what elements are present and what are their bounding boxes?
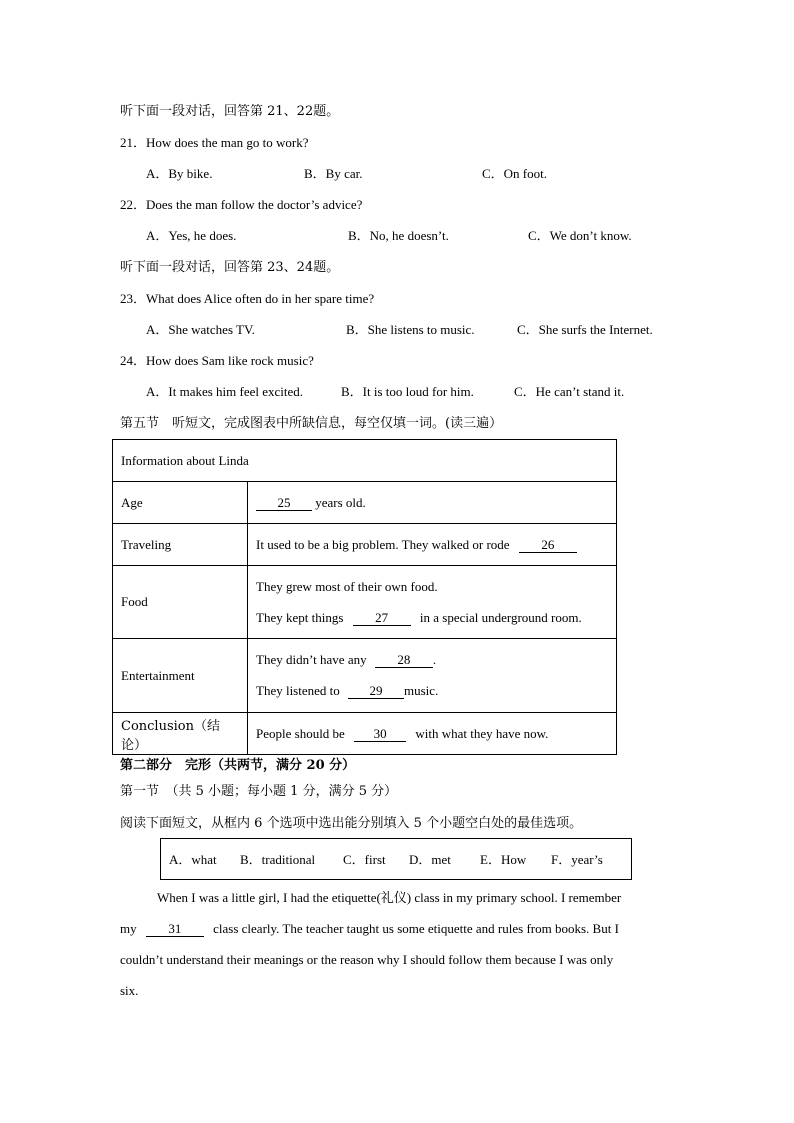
question-24-stem: 24．How does Sam like rock music? (120, 353, 314, 368)
part-2-section-1: 第一节 （共 5 小题；每小题 1 分，满分 5 分） (120, 784, 398, 799)
question-22-option-a: A．Yes, he does. (146, 228, 237, 243)
question-23-option-a: A．She watches TV. (146, 322, 255, 337)
blank-30: 30 (354, 727, 406, 742)
passage-line-4: six. (120, 983, 139, 998)
conclusion-after: with what they have now. (415, 725, 549, 741)
table-row-conclusion (113, 713, 617, 755)
table-header-row (113, 440, 617, 482)
question-23-option-b: B．She listens to music. (346, 322, 475, 337)
conclusion-label: Conclusion（结论） (113, 713, 248, 755)
word-option-b: B．traditional (240, 852, 316, 867)
option-word-box (160, 838, 632, 880)
age-label: Age (113, 482, 248, 524)
entertainment-cell (248, 639, 617, 713)
age-after-text: years old. (315, 494, 366, 510)
blank-26: 26 (519, 538, 577, 553)
passage-line-3: couldn’t understand their meanings or the reason why I should follow them because I was only (120, 952, 614, 967)
food-line-2 (256, 609, 608, 627)
entertainment-line-2-before: They listened to (256, 683, 340, 698)
traveling-cell (248, 524, 617, 566)
conclusion-before: People should be (256, 725, 345, 741)
blank-25: 25 (256, 496, 312, 511)
question-22-option-c: C．We don’t know. (528, 228, 632, 243)
linda-info-table (112, 439, 617, 755)
passage-line-2-before: my (120, 921, 137, 936)
food-cell (248, 566, 617, 639)
question-24-option-a: A．It makes him feel excited. (146, 384, 304, 399)
question-21-stem: 21．How does the man go to work? (120, 135, 309, 150)
word-option-f: F．year’s (551, 852, 603, 867)
section-5-title: 第五节 听短文，完成图表中所缺信息，每空仅填一词。(读三遍） (120, 416, 503, 431)
conclusion-cell (248, 713, 617, 755)
table-row-traveling (113, 524, 617, 566)
blank-27: 27 (353, 611, 411, 626)
question-23-stem: 23．What does Alice often do in her spare time? (120, 291, 375, 306)
question-21-option-b: B．By car. (304, 166, 363, 181)
food-line-1: They grew most of their own food. (256, 578, 438, 594)
entertainment-line-1 (256, 651, 608, 669)
passage-line-1: When I was a little girl, I had the etiquette(礼仪) class in my primary school. I remember (157, 890, 622, 905)
question-22-option-b: B．No, he doesn’t. (348, 228, 449, 243)
question-21-option-c: C．On foot. (482, 166, 548, 181)
traveling-text: It used to be a big problem. They walked or rode (256, 536, 510, 552)
age-cell (248, 482, 617, 524)
question-22-stem: 22．Does the man follow the doctor’s advice? (120, 197, 363, 212)
blank-28: 28 (375, 653, 433, 668)
table-row-age (113, 482, 617, 524)
food-line-2-before: They kept things (256, 609, 344, 625)
question-24-option-c: C．He can’t stand it. (514, 384, 625, 399)
question-24-option-b: B．It is too loud for him. (341, 384, 474, 399)
question-21-option-a: A．By bike. (146, 166, 213, 181)
part-2-instructions: 阅读下面短文，从框内 6 个选项中选出能分别填入 5 个小题空白处的最佳选项。 (120, 816, 583, 831)
part-2-title: 第二部分 完形（共两节，满分 20 分） (120, 758, 356, 773)
entertainment-line-1-before: They didn’t have any (256, 652, 367, 667)
entertainment-line-1-after: . (432, 652, 437, 667)
word-option-d: D．met (409, 852, 451, 867)
table-header-cell (113, 440, 617, 482)
entertainment-line-2 (256, 682, 608, 700)
section-heading-21-22: 听下面一段对话，回答第 21、22题。 (120, 104, 340, 119)
table-row-food (113, 566, 617, 639)
question-23-option-c: C．She surfs the Internet. (517, 322, 653, 337)
traveling-label: Traveling (113, 524, 248, 566)
passage-line-2 (120, 920, 619, 938)
section-heading-23-24: 听下面一段对话，回答第 23、24题。 (120, 260, 340, 275)
entertainment-label: Entertainment (113, 639, 248, 713)
word-option-e: E．How (480, 852, 527, 867)
word-option-c: C．first (343, 852, 386, 867)
food-label: Food (113, 566, 248, 639)
passage-line-2-after: class clearly. The teacher taught us some etiquette and rules from books. But I (213, 921, 619, 936)
entertainment-line-2-after: music. (404, 683, 439, 698)
blank-29: 29 (348, 684, 404, 699)
blank-31: 31 (146, 922, 204, 937)
table-row-entertainment (113, 639, 617, 713)
word-option-a: A．what (169, 852, 217, 867)
table-header-text: Information about Linda (121, 452, 249, 468)
food-line-2-after: in a special underground room. (419, 609, 582, 625)
